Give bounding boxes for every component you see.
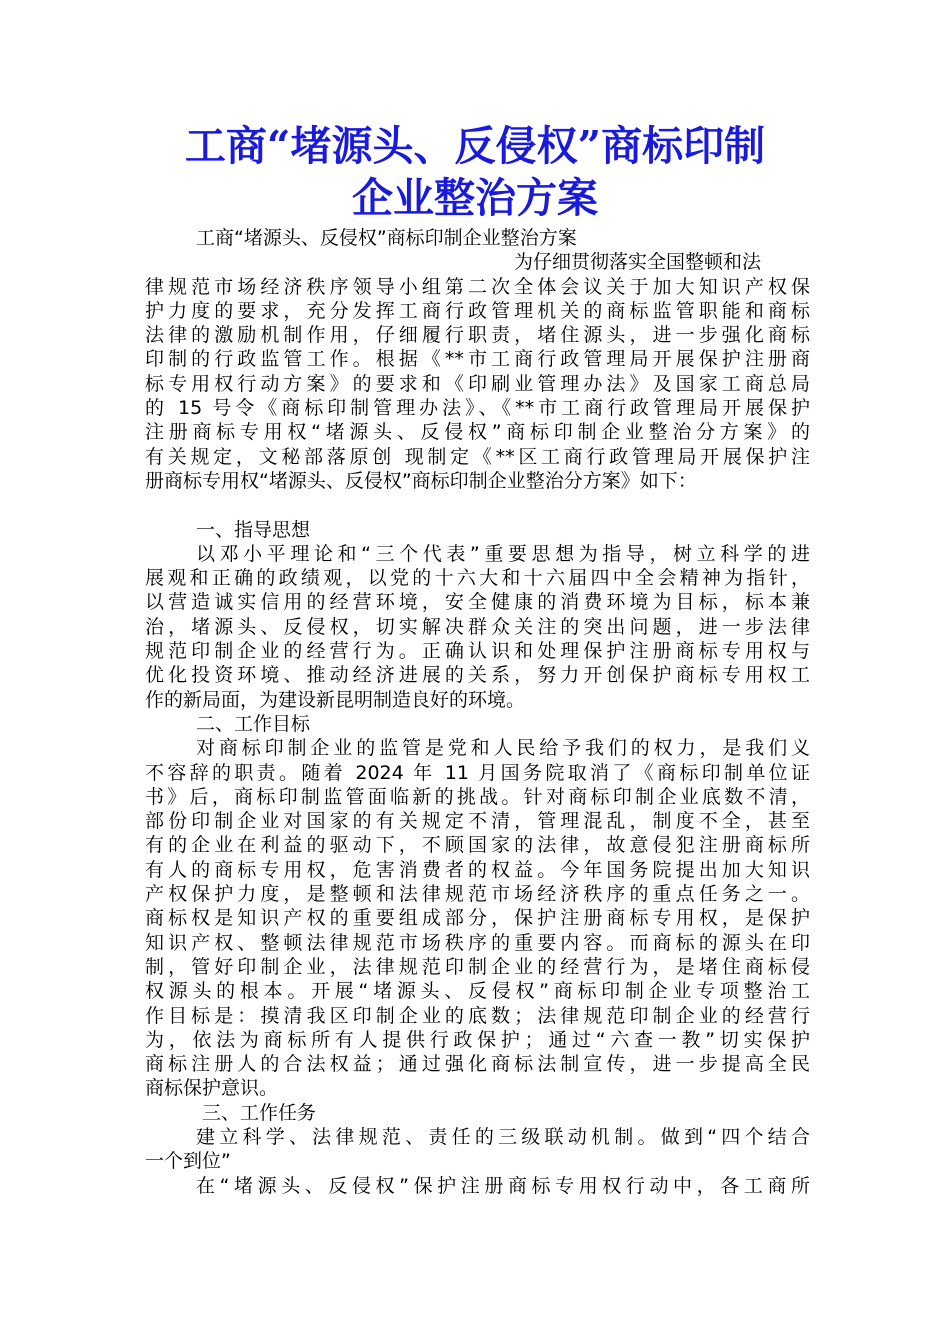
intro-line: 印制的行政监管工作。根据《**市工商行政管理局开展保护注册商 — [145, 348, 810, 371]
document-title — [120, 120, 830, 224]
intro-line: 册商标专用权“堵源头、反侵权”商标印制企业整治分方案》如下： — [145, 469, 697, 492]
paragraph-line: 产权保护力度，是整顿和法律规范市场经济秩序的重点任务之一。 — [145, 883, 810, 906]
intro-line: 的 15 号令《商标印制管理办法》、《**市工商行政管理局开展保护 — [145, 397, 810, 420]
paragraph-line: 商标权是知识产权的重要组成部分，保护注册商标专用权，是保护 — [145, 907, 810, 930]
intro-line: 标专用权行动方案》的要求和《印刷业管理办法》及国家工商总局 — [145, 372, 810, 395]
subtitle: 工商“堵源头、反侵权”商标印制企业整治方案 — [196, 227, 577, 249]
blank-line — [145, 493, 810, 517]
intro-line: 为仔细贯彻落实全国整顿和法 — [514, 251, 762, 274]
paragraph-line: 不容辞的职责。随着 2024 年 11 月国务院取消了《商标印制单位证 — [145, 761, 810, 784]
section-heading: 一、指导思想 — [196, 518, 311, 541]
paragraph-line: 优化投资环境、推动经济进展的关系，努力开创保护商标专用权工 — [145, 664, 810, 687]
document-body — [145, 226, 810, 1198]
paragraph-line: 在“堵源头、反侵权”保护注册商标专用权行动中，各工商所 — [196, 1174, 810, 1197]
paragraph-line: 一个到位” — [145, 1150, 231, 1173]
paragraph-line: 商标注册人的合法权益；通过强化商标法制宣传，进一步提高全民 — [145, 1053, 810, 1076]
intro-line: 有关规定，文秘部落原创 现制定《**区工商行政管理局开展保护注 — [145, 445, 810, 468]
intro-line: 法律的激励机制作用，仔细履行职责，堵住源头，进一步强化商标 — [145, 324, 810, 347]
paragraph-line: 以营造诚实信用的经营环境，安全健康的消费环境为目标，标本兼 — [145, 591, 810, 614]
paragraph-line: 作的新局面，为建设新昆明制造良好的环境。 — [145, 688, 526, 711]
paragraph-line: 制，管好印制企业，法律规范印制企业的经营行为，是堵住商标侵 — [145, 955, 810, 978]
title-line-2: 企业整治方案 — [352, 174, 598, 222]
paragraph-line: 权源头的根本。开展“堵源头、反侵权”商标印制企业专项整治工 — [145, 980, 810, 1003]
paragraph-line: 有的企业在利益的驱动下，不顾国家的法律，故意侵犯注册商标所 — [145, 834, 810, 857]
paragraph-line: 治，堵源头、反侵权，切实解决群众关注的突出问题，进一步法律 — [145, 615, 810, 638]
paragraph-line: 对商标印制企业的监管是党和人民给予我们的权力，是我们义 — [196, 737, 810, 760]
section-heading: 三、工作任务 — [202, 1101, 317, 1124]
paragraph-line: 有人的商标专用权，危害消费者的权益。今年国务院提出加大知识 — [145, 858, 810, 881]
title-line-1: 工商“堵源头、反侵权”商标印制 — [184, 122, 766, 170]
paragraph-line: 为，依法为商标所有人提供行政保护；通过“六查一教”切实保护 — [145, 1028, 810, 1051]
intro-line: 护力度的要求，充分发挥工商行政管理机关的商标监管职能和商标 — [145, 299, 810, 322]
intro-line: 注册商标专用权“堵源头、反侵权”商标印制企业整治分方案》的 — [145, 421, 810, 444]
paragraph-line: 商标保护意识。 — [145, 1077, 279, 1100]
paragraph-line: 规范印制企业的经营行为。正确认识和处理保护注册商标专用权与 — [145, 640, 810, 663]
section-heading: 二、工作目标 — [196, 712, 311, 735]
paragraph-line: 展观和正确的政绩观，以党的十六大和十六届四中全会精神为指针， — [145, 567, 810, 590]
intro-line: 律规范市场经济秩序领导小组第二次全体会议关于加大知识产权保 — [145, 275, 810, 298]
paragraph-line: 知识产权、整顿法律规范市场秩序的重要内容。而商标的源头在印 — [145, 931, 810, 954]
paragraph-line: 建立科学、法律规范、责任的三级联动机制。做到“四个结合 — [196, 1125, 810, 1148]
paragraph-line: 部份印制企业对国家的有关规定不清，管理混乱，制度不全，甚至 — [145, 810, 810, 833]
paragraph-line: 以邓小平理论和“三个代表”重要思想为指导，树立科学的进 — [196, 542, 810, 565]
paragraph-line: 作目标是：摸清我区印制企业的底数；法律规范印制企业的经营行 — [145, 1004, 810, 1027]
paragraph-line: 书》后，商标印制监管面临新的挑战。针对商标印制企业底数不清， — [145, 785, 810, 808]
